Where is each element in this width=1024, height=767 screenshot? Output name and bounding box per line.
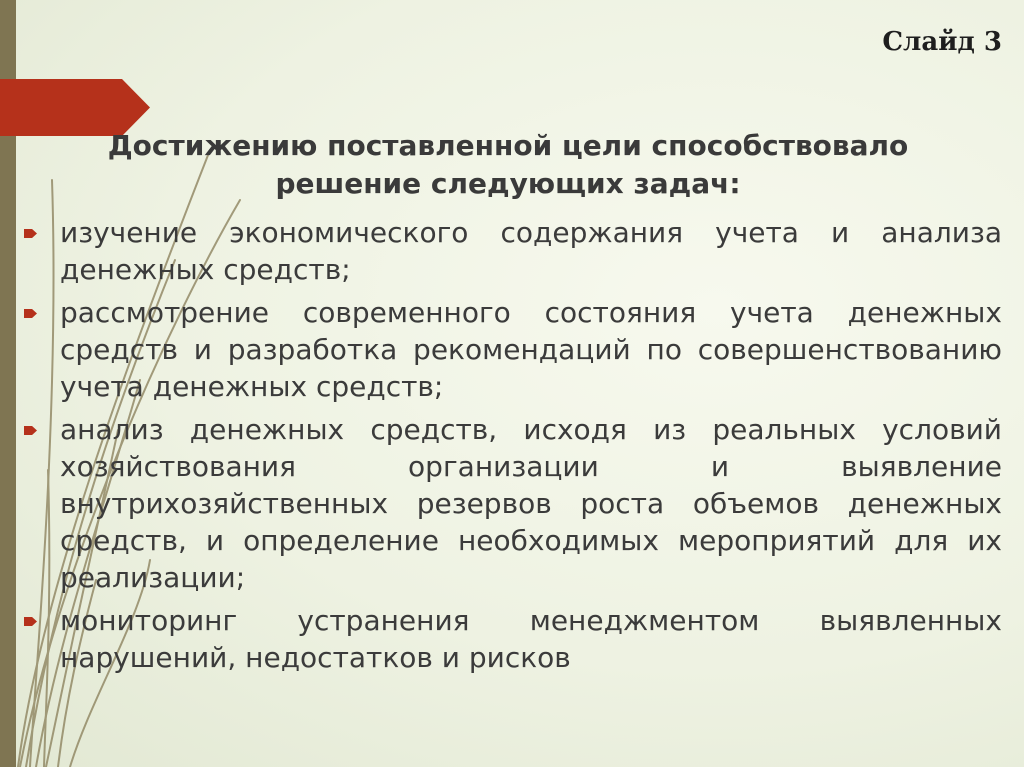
task-item-4 (24, 602, 1002, 676)
task-text: мониторинг устранения менеджментом выявленных нарушений, недостатков и рисков (60, 604, 1002, 674)
red-arrow-bullet-icon (24, 229, 37, 238)
red-arrow-bullet-icon (24, 617, 37, 626)
slide-number-label: Слайд 3 (882, 27, 1002, 57)
red-arrow-bullet-icon (24, 426, 37, 435)
task-text: изучение экономического содержания учета и анализа денежных средств; (60, 216, 1002, 286)
red-arrow-bullet-icon (24, 309, 37, 318)
task-item-1 (24, 214, 1002, 288)
slide-heading: Достижению поставленной цели способствовало решение следующих задач: (107, 129, 909, 200)
task-item-3 (24, 411, 1002, 596)
task-item-2 (24, 294, 1002, 405)
task-text: рассмотрение современного состояния учета денежных средств и разработка рекомендаций по совершенствованию учета денежных средств; (60, 296, 1002, 403)
task-text: анализ денежных средств, исходя из реальных условий хозяйствования организации и выявление внутрихозяйственных резервов роста объемов денежных средств, и определение необходимых мероприятий для их реализации; (60, 413, 1002, 594)
task-list (24, 214, 1002, 682)
